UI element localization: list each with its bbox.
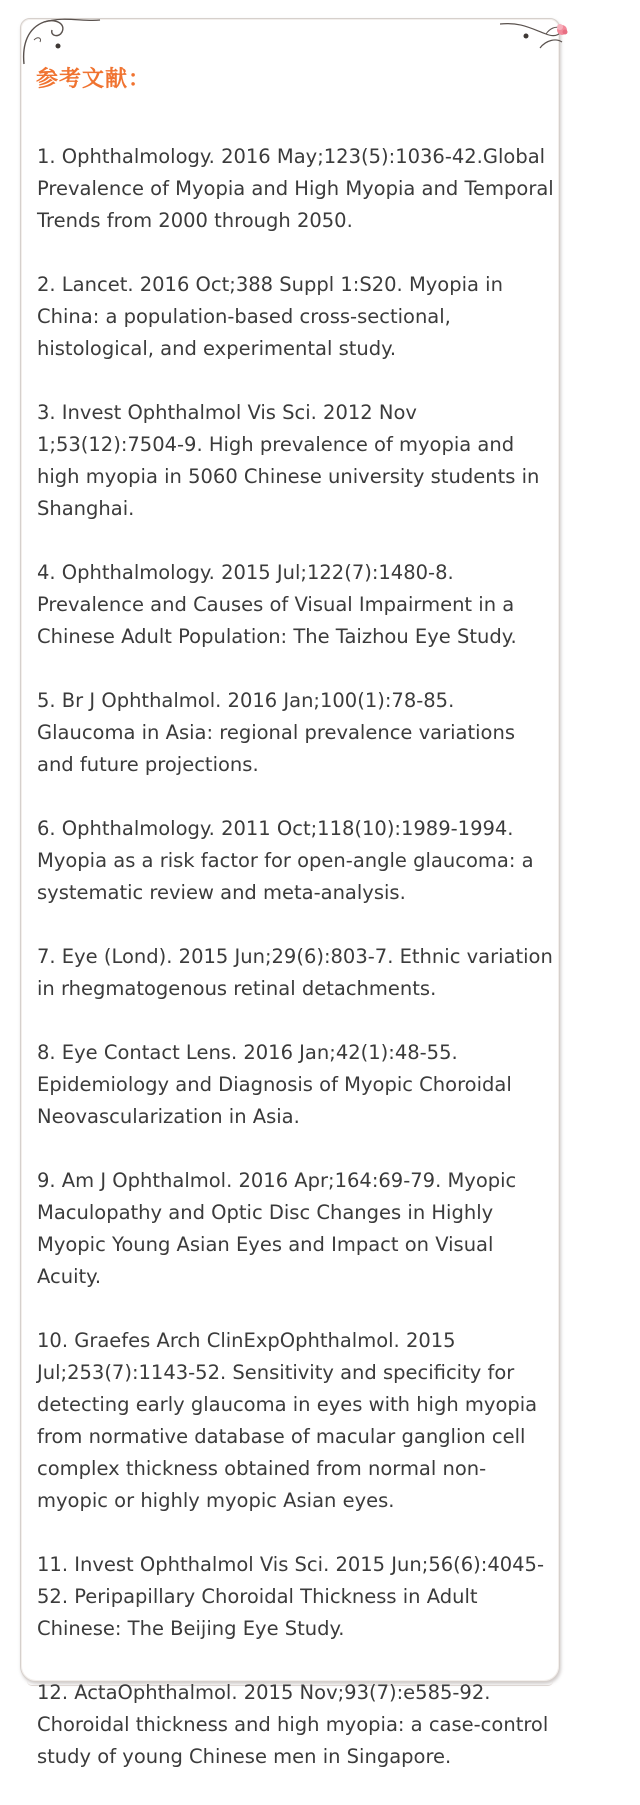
- reference-item: 9. Am J Ophthalmol. 2016 Apr;164:69-79. Myopic Maculopathy and Optic Disc Changes in Highly Myopic Young Asian Eyes and Impact on Visual Acuity.: [37, 1169, 517, 1288]
- section-title: 参考文献：: [36, 67, 152, 92]
- reference-item: 5. Br J Ophthalmol. 2016 Jan;100(1):78-85. Glaucoma in Asia: regional prevalence variations and future projections.: [37, 689, 516, 776]
- reference-item: 10. Graefes Arch ClinExpOphthalmol. 2015 Jul;253(7):1143-52. Sensitivity and specificity for detecting early glaucoma in eyes with high myopia from normative database of macular ganglion cell complex thickness obtained from normal non-myopic or highly myopic Asian eyes.: [37, 1329, 538, 1512]
- reference-item: 11. Invest Ophthalmol Vis Sci. 2015 Jun;56(6):4045-52. Peripapillary Choroidal Thickness in Adult Chinese: The Beijing Eye Study.: [37, 1553, 544, 1640]
- reference-item: 8. Eye Contact Lens. 2016 Jan;42(1):48-55. Epidemiology and Diagnosis of Myopic Choroidal Neovascularization in Asia.: [37, 1041, 512, 1128]
- reference-item: 4. Ophthalmology. 2015 Jul;122(7):1480-8. Prevalence and Causes of Visual Impairment in a Chinese Adult Population: The Taizhou Eye Study.: [37, 561, 517, 648]
- reference-item: 2. Lancet. 2016 Oct;388 Suppl 1:S20. Myopia in China: a population-based cross-sectional, histological, and experimental study.: [37, 273, 503, 360]
- reference-item: 7. Eye (Lond). 2015 Jun;29(6):803-7. Ethnic variation in rhegmatogenous retinal detachments.: [37, 945, 553, 1000]
- reference-item: 3. Invest Ophthalmol Vis Sci. 2012 Nov 1;53(12):7504-9. High prevalence of myopia and high myopia in 5060 Chinese university students in Shanghai.: [37, 401, 540, 520]
- flower-branch-icon: [500, 14, 640, 74]
- reference-item: 6. Ophthalmology. 2011 Oct;118(10):1989-1994. Myopia as a risk factor for open-angle glaucoma: a systematic review and meta-analysis.: [37, 817, 534, 904]
- reference-item: 12. ActaOphthalmol. 2015 Nov;93(7):e585-92. Choroidal thickness and high myopia: a case-control study of young Chinese men in Singapore.: [37, 1681, 549, 1768]
- reference-item: 1. Ophthalmology. 2016 May;123(5):1036-42.Global Prevalence of Myopia and High Myopia and Temporal Trends from 2000 through 2050.: [37, 145, 554, 232]
- reference-list: [37, 141, 557, 1805]
